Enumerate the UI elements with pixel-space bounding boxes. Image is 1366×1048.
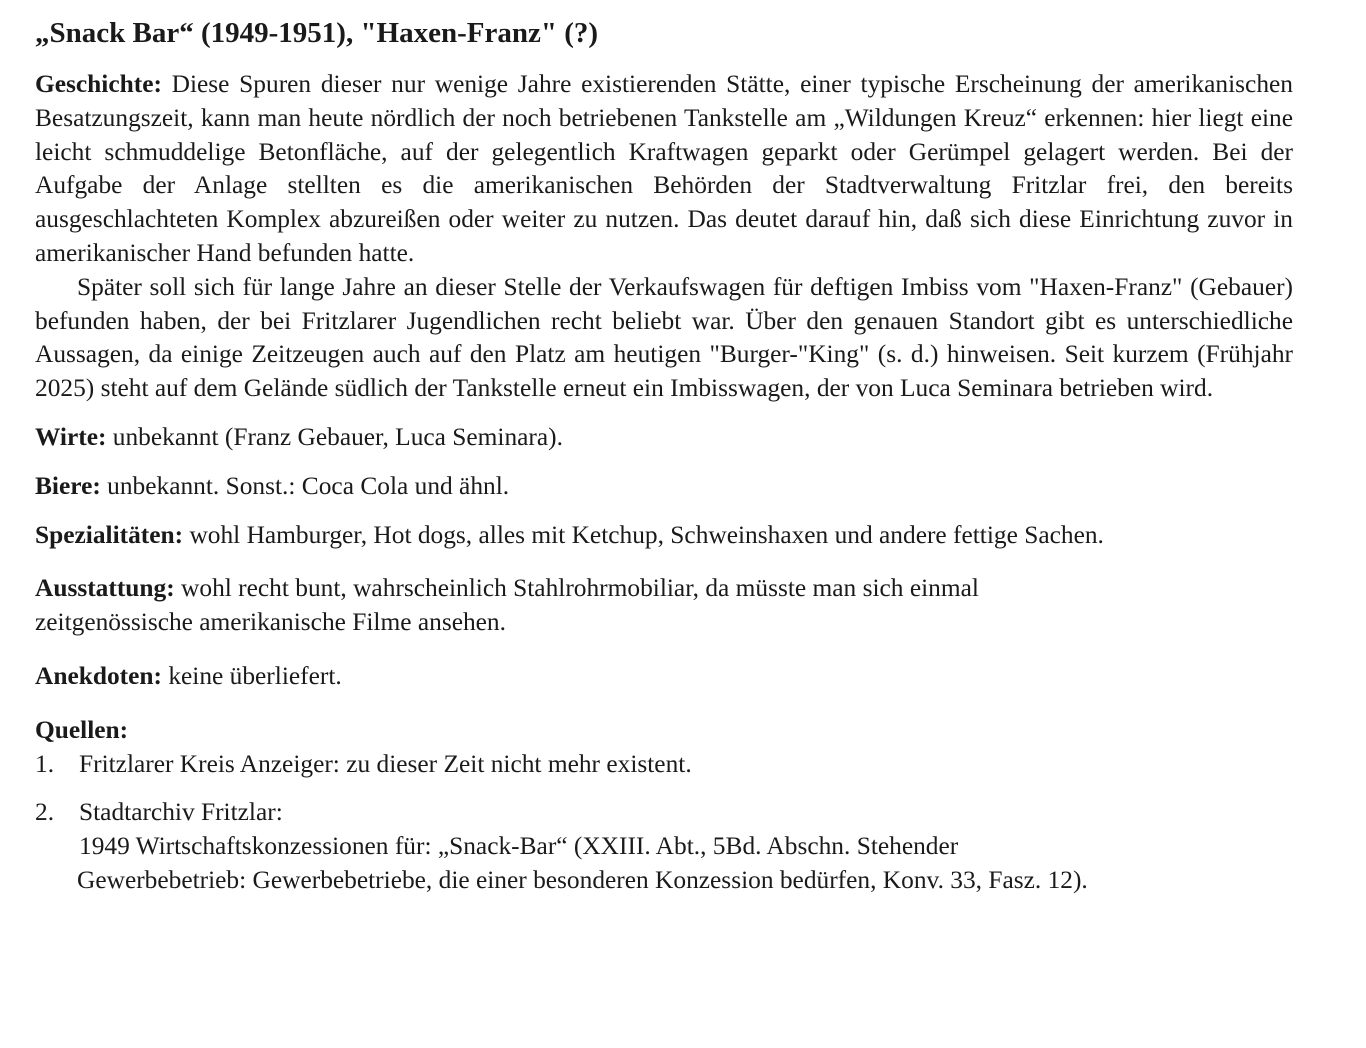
list-item-text: Fritzlarer Kreis Anzeiger: zu dieser Zeit nicht mehr existent. (79, 749, 692, 778)
list-item-text: Stadtarchiv Fritzlar: (79, 798, 283, 827)
list-item (35, 748, 1293, 782)
spezialitaeten-field (35, 519, 1293, 553)
ausstattung-value-line-1: wohl recht bunt, wahrscheinlich Stahlrohrmobiliar, da müsste man sich einmal (174, 574, 979, 603)
anekdoten-label: Anekdoten: (35, 661, 162, 690)
anekdoten-field (35, 660, 1293, 694)
quellen-list (35, 748, 1293, 898)
quellen-heading (35, 714, 1293, 748)
biere-label: Biere: (35, 471, 101, 500)
list-item-number: 2. (35, 798, 55, 827)
ausstattung-field (35, 572, 1293, 640)
wirte-value: unbekannt (Franz Gebauer, Luca Seminara). (106, 422, 563, 451)
document-page (35, 14, 1293, 898)
ausstattung-value-line-2: zeitgenössische amerikanische Filme ansehen. (35, 608, 506, 637)
list-item (35, 796, 1293, 897)
spezialitaeten-label: Spezialitäten: (35, 520, 184, 549)
geschichte-label: Geschichte: (35, 70, 162, 98)
page-title: „Snack Bar“ (1949-1951), "Haxen-Franz" (?) (35, 17, 599, 49)
list-item-text: 1949 Wirtschaftskonzessionen für: „Snack-Bar“ (XXIII. Abt., 5Bd. Abschn. Stehender (79, 832, 959, 861)
quellen-label: Quellen: (35, 715, 129, 744)
geschichte-text-1: Diese Spuren dieser nur wenige Jahre existierenden Stätte, einer typische Erscheinung der amerikanischen Besatzungszeit, kann man heute nördlich der noch betriebenen Tankstelle am „Wildungen Kreuz“ erkennen: hier liegt eine leicht schmuddelige Betonfläche, auf der gelegentlich Kraftwagen geparkt oder Gerümpel gelagert werden. Bei der Aufgabe der Anlage stellten es die amerikanischen Behörden der Stadtverwaltung Fritzlar frei, den bereits ausgeschlachteten Komplex abzureißen oder weiter zu nutzen. Das deutet darauf hin, daß sich diese Einrichtung zuvor in amerikanischer Hand befunden hatte. (35, 70, 1293, 267)
geschichte-paragraph (35, 68, 1293, 271)
list-item-text: Gewerbebetrieb: Gewerbebetriebe, die einer besonderen Konzession bedürfen, Konv. 33, Fasz. 12). (77, 865, 1088, 894)
wirte-label: Wirte: (35, 422, 107, 451)
ausstattung-label: Ausstattung: (35, 574, 175, 603)
wirte-field (35, 421, 1293, 455)
anekdoten-value: keine überliefert. (161, 661, 342, 690)
list-item-number: 1. (35, 749, 55, 778)
geschichte-paragraph-2: Später soll sich für lange Jahre an dieser Stelle der Verkaufswagen für deftigen Imbiss vom "Haxen-Franz" (Gebauer) befunden haben, der bei Fritzlarer Jugendlichen recht beliebt war. Über den genauen Standort gibt es unterschiedliche Aussagen, da einige Zeitzeugen auch auf den Platz am heutigen "Burger-"King" (s. d.) hinweisen. Seit kurzem (Frühjahr 2025) steht auf dem Gelände südlich der Tankstelle erneut ein Imbisswagen, der von Luca Seminara betrieben wird. (35, 272, 1293, 403)
spezialitaeten-value: wohl Hamburger, Hot dogs, alles mit Ketchup, Schweinshaxen und andere fettige Sachen. (183, 520, 1104, 549)
biere-field (35, 470, 1293, 504)
biere-value: unbekannt. Sonst.: Coca Cola und ähnl. (100, 471, 510, 500)
